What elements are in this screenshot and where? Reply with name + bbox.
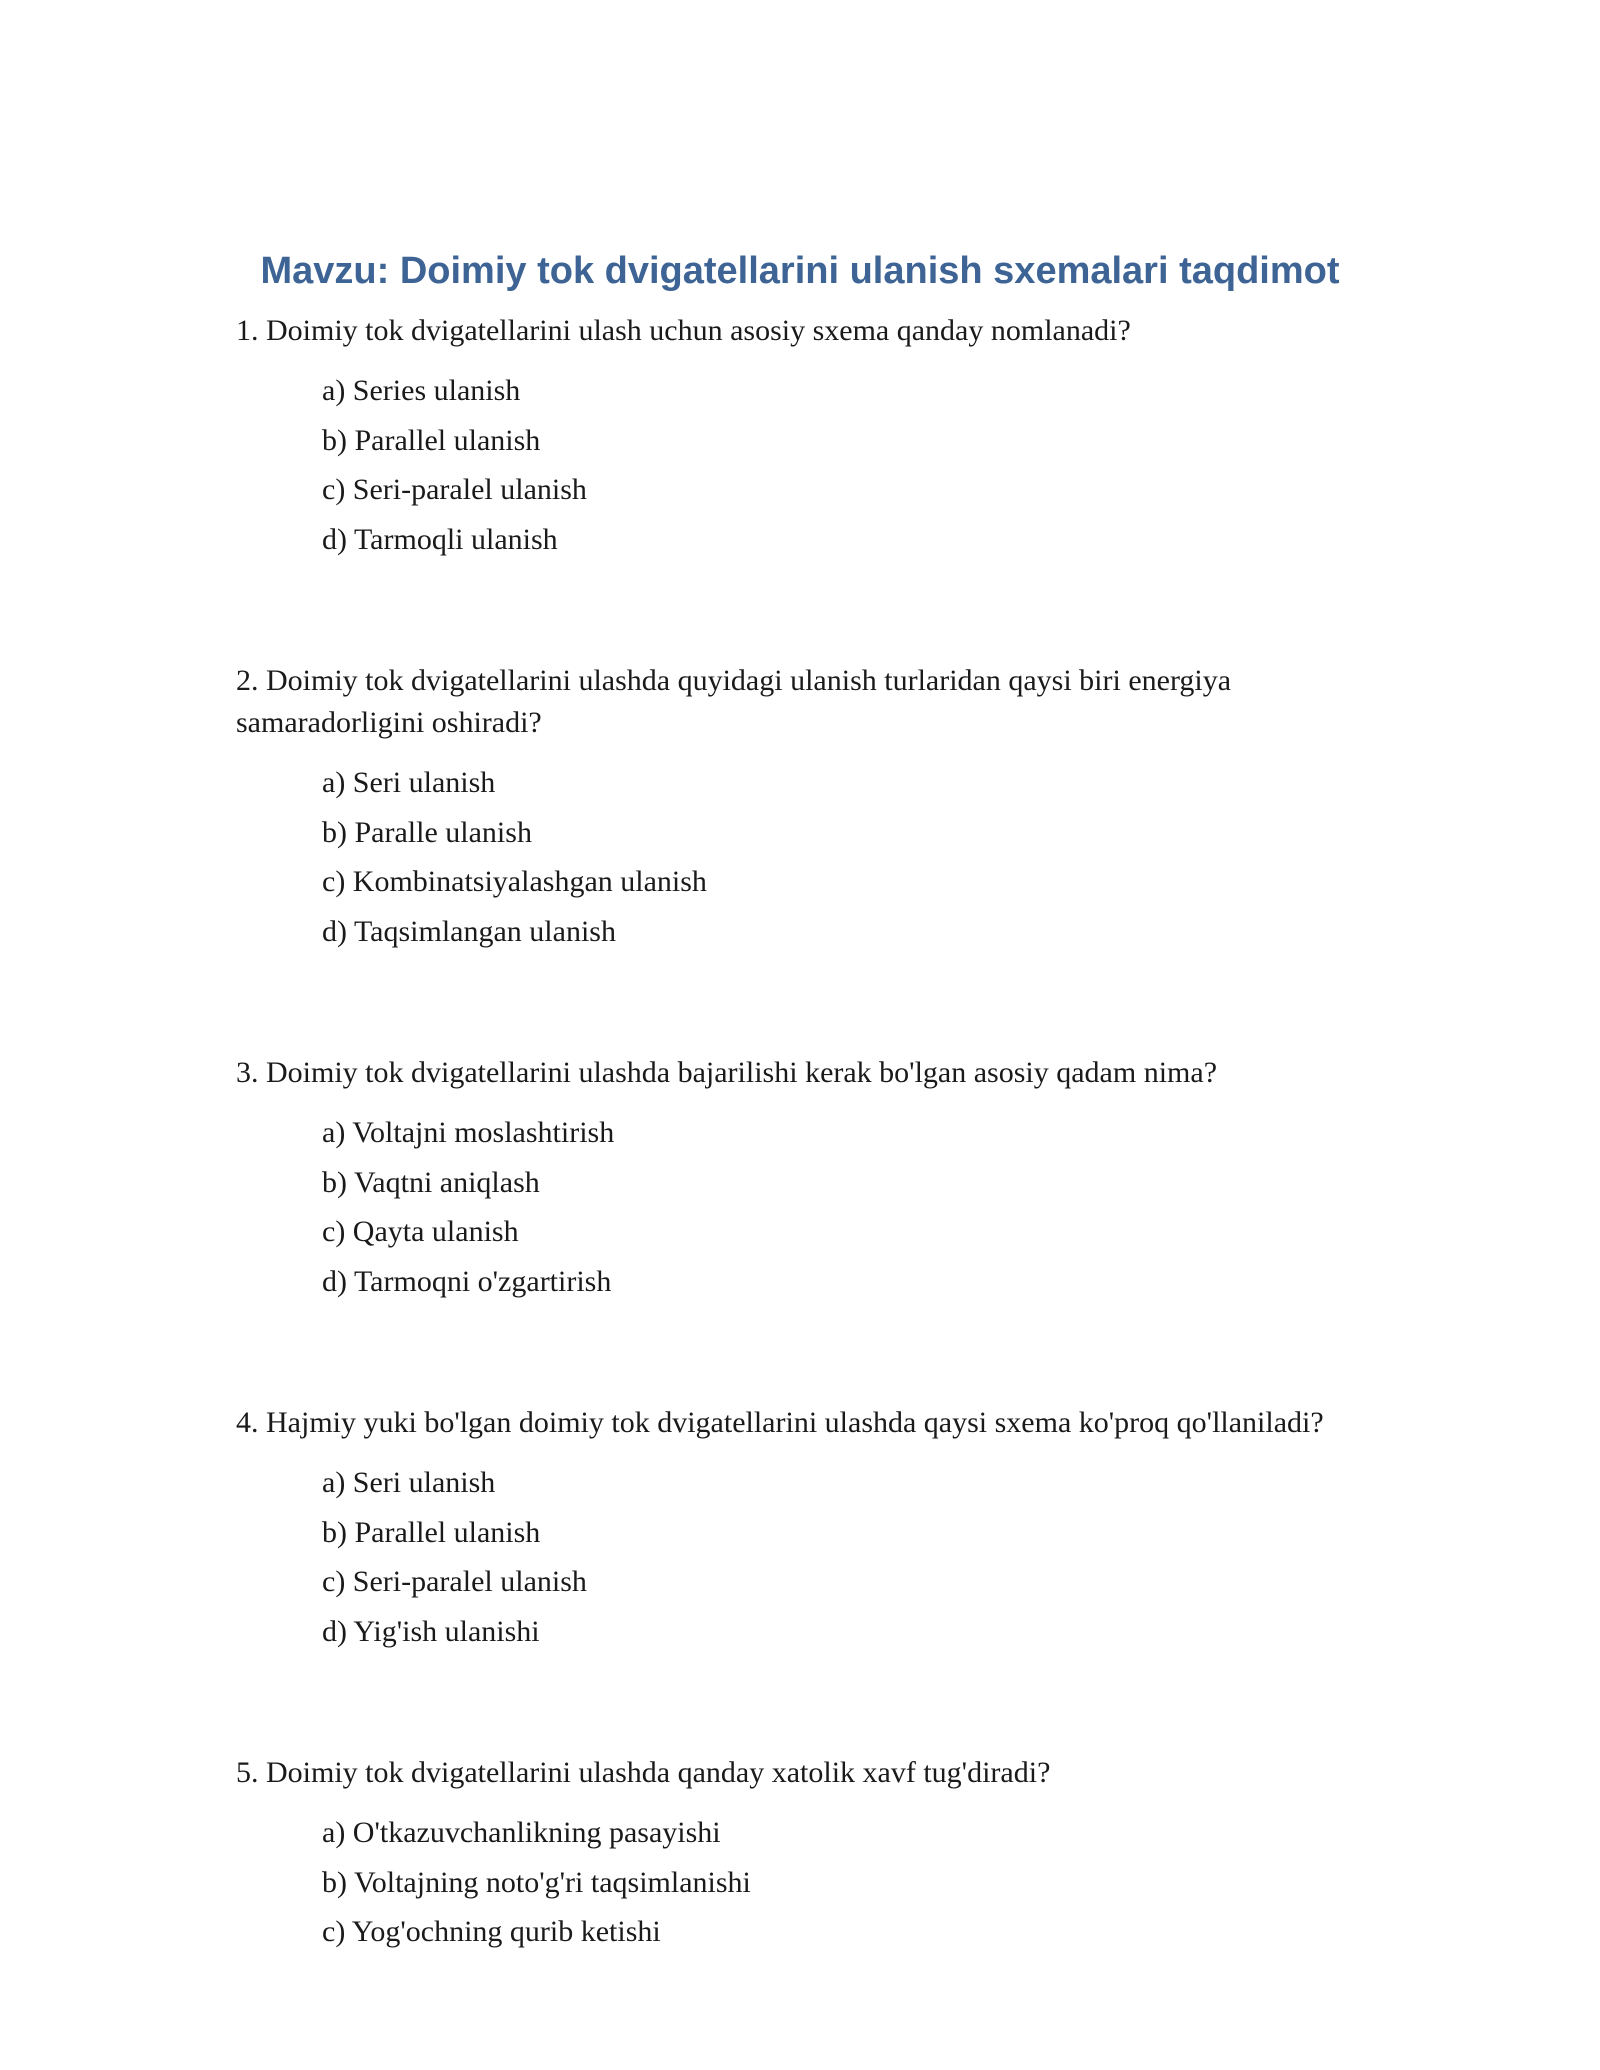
answer-option: c) Qayta ulanish [322,1215,519,1248]
answer-options [236,758,1396,956]
question-2 [236,660,1396,956]
answer-option: b) Parallel ulanish [322,1515,541,1549]
answer-options [236,366,1396,564]
question-text: 1. Doimiy tok dvigatellarini ulash uchun asosiy sxema qanday nomlanadi? [236,314,1131,347]
answer-option: a) Voltajni moslashtirish [322,1116,615,1149]
answer-options [236,1808,1396,1957]
answer-option: d) Tarmoqli ulanish [322,522,558,556]
page-title: Mavzu: Doimiy tok dvigatellarini ulanish sxemalari taqdimot [260,250,1340,292]
answer-option: b) Paralle ulanish [322,815,532,849]
answer-option: d) Yig'ish ulanishi [322,1614,540,1648]
question-text: 5. Doimiy tok dvigatellarini ulashda qanday xatolik xavf tug'diradi? [236,1756,1051,1789]
question-1 [236,310,1396,564]
answer-option: c) Kombinatsiyalashgan ulanish [322,865,707,898]
answer-option: d) Taqsimlangan ulanish [322,914,616,948]
answer-option: b) Parallel ulanish [322,423,541,457]
question-5 [236,1752,1396,1957]
answer-option: b) Voltajning noto'g'ri taqsimlanishi [322,1865,751,1899]
answer-option: c) Seri-paralel ulanish [322,1565,587,1598]
answer-option: b) Vaqtni aniqlash [322,1165,540,1199]
question-text: 2. Doimiy tok dvigatellarini ulashda quyidagi ulanish turlaridan qaysi biri energiya samaradorligini oshiradi? [236,664,1232,739]
question-4 [236,1402,1396,1656]
question-3 [236,1052,1396,1306]
answer-option: a) Seri ulanish [322,1466,496,1499]
quiz-content [236,310,1396,1957]
answer-option: a) O'tkazuvchanlikning pasayishi [322,1816,721,1849]
question-text: 3. Doimiy tok dvigatellarini ulashda bajarilishi kerak bo'lgan asosiy qadam nima? [236,1056,1218,1089]
answer-options [236,1108,1396,1306]
answer-option: a) Series ulanish [322,374,521,407]
answer-option: c) Yog'ochning qurib ketishi [322,1915,661,1948]
question-text: 4. Hajmiy yuki bo'lgan doimiy tok dvigatellarini ulashda qaysi sxema ko'proq qo'llaniladi? [236,1406,1324,1439]
answer-option: a) Seri ulanish [322,766,496,799]
answer-option: c) Seri-paralel ulanish [322,473,587,506]
answer-options [236,1458,1396,1656]
answer-option: d) Tarmoqni o'zgartirish [322,1264,612,1298]
